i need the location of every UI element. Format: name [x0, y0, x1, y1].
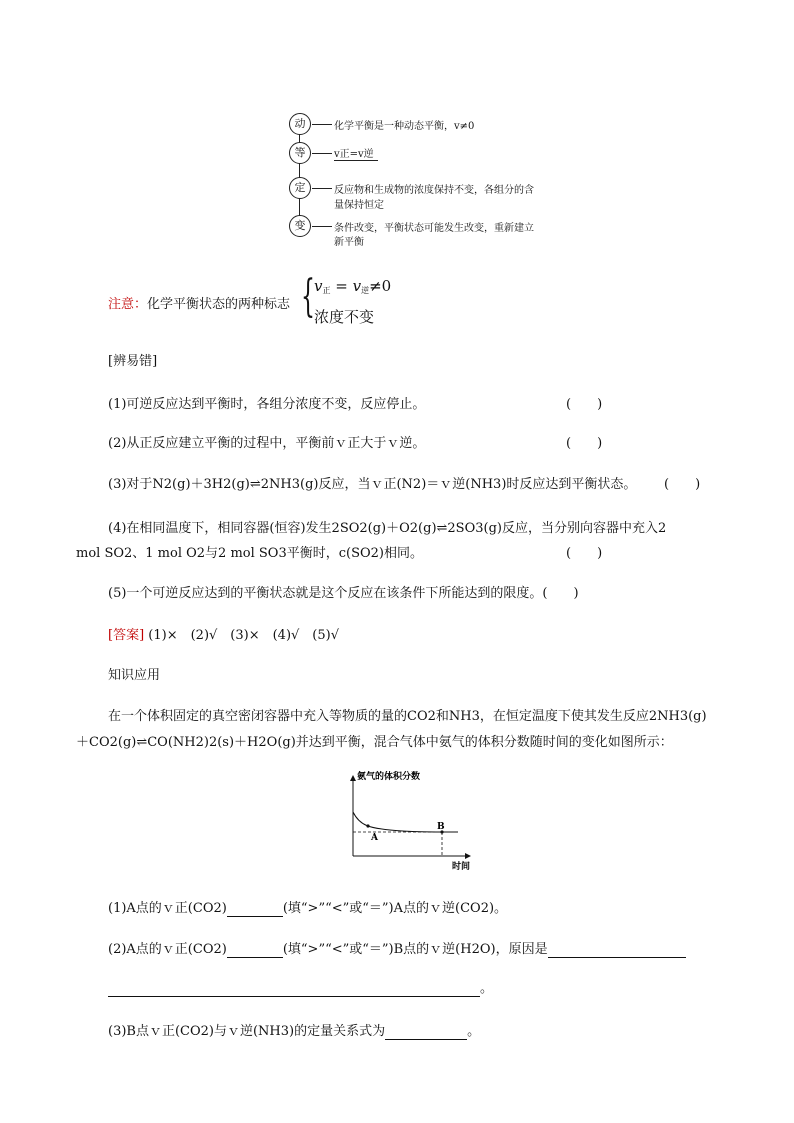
node-bian-text-2: 新平衡 [334, 237, 364, 248]
note-condition-1: v正 = v逆≠0 [314, 277, 392, 295]
connector-bian [312, 226, 332, 227]
item-5: (5)一个可逆反应达到的平衡状态就是这个反应在该条件下所能达到的限度。( ) [108, 586, 579, 601]
q3-answer-blank[interactable] [385, 1024, 467, 1040]
item-2: (2)从正反应建立平衡的过程中，平衡前ｖ正大于ｖ逆。 [108, 436, 426, 451]
node-ding-text-1: 反应物和生成物的浓度保持不变，各组分的含 [334, 185, 534, 196]
section-title: [辨易错] [108, 354, 158, 369]
item-3: (3)对于N2(g)＋3H2(g)⇌2NH3(g)反应，当ｖ正(N2)＝ｖ逆(NH3)时反应达到平衡状态。 [108, 477, 637, 492]
item-4-line-2: mol SO2、1 mol O2与2 mol SO3平衡时，c(SO2)相同。 [76, 546, 423, 561]
y-axis-label: 氨气的体积分数 [357, 772, 421, 782]
note-label: 注意： [108, 297, 148, 312]
node-bian: 变 [289, 215, 311, 237]
answer-label: [答案] [108, 628, 145, 643]
node-dong: 动 [289, 113, 311, 135]
node-dong-text: 化学平衡是一种动态平衡，v≠0 [334, 121, 475, 132]
q1-answer-blank[interactable] [227, 901, 283, 917]
problem-line-1: 在一个体积固定的真空密闭容器中充入等物质的量的CO2和NH3，在恒定温度下使其发生反应2NH3(g) [108, 709, 707, 724]
item-4-paren[interactable]: ( ) [566, 546, 603, 561]
question-3: (3)B点ｖ正(CO2)与ｖ逆(NH3)的定量关系式为 。 [108, 1024, 481, 1039]
question-2: (2)A点的ｖ正(CO2) (填“>”“<”或“＝”)B点的ｖ逆(H2O)，原因是 [108, 938, 686, 958]
q2-reason-blank-2[interactable] [108, 981, 480, 997]
application-title: 知识应用 [108, 668, 161, 683]
point-b-label: B [437, 822, 445, 832]
note-condition-2: 浓度不变 [314, 308, 375, 326]
q2-answer-blank[interactable] [227, 942, 283, 958]
question-2-continued: 。 [108, 977, 493, 997]
item-1: (1)可逆反应达到平衡时，各组分浓度不变，反应停止。 [108, 397, 426, 412]
item-3-paren[interactable]: ( ) [664, 477, 701, 492]
connector-ding [312, 188, 332, 189]
ammonia-fraction-chart [330, 768, 480, 874]
item-4-line-1: (4)在相同温度下，相同容器(恒容)发生2SO2(g)＋O2(g)⇌2SO3(g)反应，当分别向容器中充入2 [108, 521, 667, 536]
item-2-paren[interactable]: ( ) [566, 436, 603, 451]
note-brace: { [301, 271, 315, 322]
problem-line-2: ＋CO2(g)⇌CO(NH2)2(s)＋H2O(g)并达到平衡，混合气体中氨气的体积分数随时间的变化如图所示： [76, 735, 673, 750]
note-text: 化学平衡状态的两种标志 [147, 297, 291, 312]
answer-text: (1)× (2)√ (3)× (4)√ (5)√ [148, 628, 340, 643]
note-line [108, 293, 290, 312]
connector-deng [312, 153, 332, 154]
node-bian-text-1: 条件改变，平衡状态可能发生改变，重新建立 [334, 223, 534, 234]
node-ding-text-2: 量保持恒定 [334, 200, 384, 211]
question-1: (1)A点的ｖ正(CO2) (填“>”“<”或“＝”)A点的ｖ逆(CO2)。 [108, 901, 508, 916]
node-deng: 等 [289, 142, 311, 164]
connector-dong [312, 124, 332, 125]
point-a-label: A [371, 833, 378, 843]
x-axis-label: 时间 [452, 862, 471, 872]
item-1-paren[interactable]: ( ) [566, 397, 603, 412]
node-ding: 定 [289, 177, 311, 199]
point-a [366, 824, 369, 827]
answer-line [108, 624, 339, 643]
node-deng-text: v正=v逆 [334, 145, 378, 161]
q2-reason-blank-1[interactable] [548, 942, 686, 958]
